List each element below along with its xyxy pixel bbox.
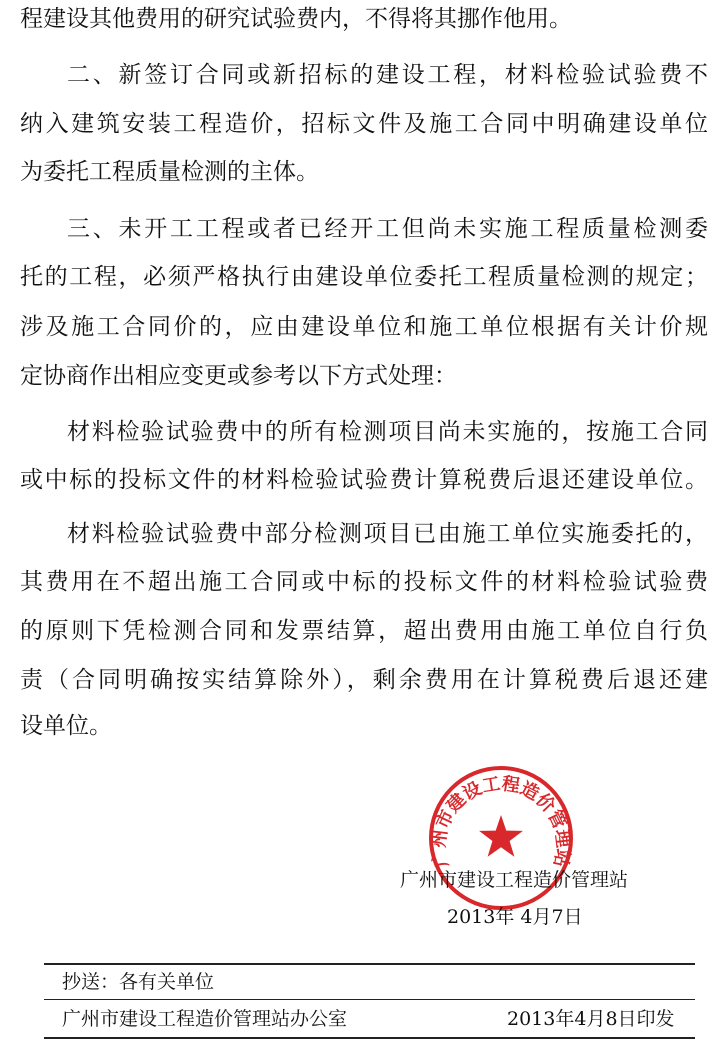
paragraph-line: 托的工程，必须严格执行由建设单位委托工程质量检测的规定；	[20, 264, 708, 290]
paragraph-line: 二、新签订合同或新招标的建设工程，材料检验试验费不	[67, 62, 708, 88]
paragraph-line: 程建设其他费用的研究试验费内，不得将其挪作他用。	[20, 6, 572, 32]
paragraph-line: 设单位。	[20, 713, 112, 739]
paragraph-line: 其费用在不超出施工合同或中标的投标文件的材料检验试验费	[20, 569, 708, 595]
paragraph-line: 或中标的投标文件的材料检验试验费计算税费后退还建设单位。	[20, 467, 708, 493]
cc-line: 抄送：各有关单位	[62, 971, 215, 993]
issuer-office: 广州市建设工程造价管理站办公室	[62, 1008, 348, 1030]
footer-top-rule	[44, 963, 695, 965]
signature-date: 2013年 4月7日	[447, 906, 583, 928]
paragraph-line: 材料检验试验费中部分检测项目已由施工单位实施委托的，	[67, 521, 708, 547]
signature-org: 广州市建设工程造价管理站	[400, 869, 629, 891]
paragraph-line: 定协商作出相应变更或参考以下方式处理：	[20, 363, 457, 389]
paragraph-line: 的原则下凭检测合同和发票结算，超出费用由施工单位自行负	[20, 618, 708, 644]
seal-text: 广州市建设工程造价管理站	[428, 773, 574, 870]
issue-date: 2013年4月8日印发	[507, 1008, 675, 1030]
footer-bottom-rule	[44, 1037, 695, 1039]
paragraph-line: 为委托工程质量检测的主体。	[20, 159, 319, 185]
paragraph-line: 纳入建筑安装工程造价，招标文件及施工合同中明确建设单位	[20, 111, 708, 137]
paragraph-line: 涉及施工合同价的，应由建设单位和施工单位根据有关计价规	[20, 314, 708, 340]
paragraph-line: 责（合同明确按实结算除外），剩余费用在计算税费后退还建	[20, 667, 708, 693]
paragraph-line: 三、未开工工程或者已经开工但尚未实施工程质量检测委	[67, 216, 708, 242]
paragraph-line: 材料检验试验费中的所有检测项目尚未实施的，按施工合同	[67, 419, 708, 445]
seal-star-icon	[479, 815, 523, 857]
footer-middle-rule	[44, 999, 695, 1000]
